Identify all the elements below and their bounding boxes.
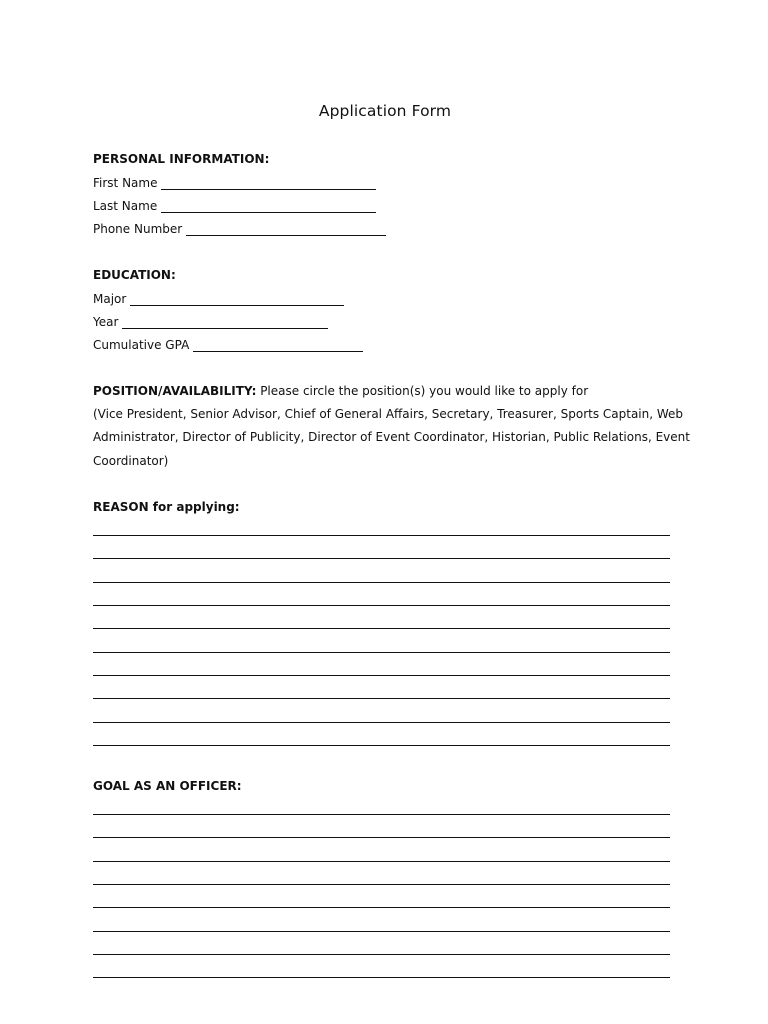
position-options-line-3: Coordinator) xyxy=(93,454,169,468)
year-blank[interactable] xyxy=(122,316,328,329)
phone-number-field[interactable] xyxy=(93,220,386,236)
goal-line[interactable] xyxy=(93,837,670,838)
cumulative-gpa-blank[interactable] xyxy=(193,339,363,352)
goal-heading: GOAL AS AN OFFICER: xyxy=(93,779,242,793)
reason-line[interactable] xyxy=(93,652,670,653)
major-field[interactable] xyxy=(93,290,344,306)
position-instruction: Please circle the position(s) you would like to apply for xyxy=(256,384,589,398)
position-availability-heading: POSITION/AVAILABILITY: xyxy=(93,384,257,398)
goal-line[interactable] xyxy=(93,931,670,932)
goal-line[interactable] xyxy=(93,907,670,908)
education-heading: EDUCATION: xyxy=(93,268,176,282)
major-blank[interactable] xyxy=(130,293,344,306)
goal-line[interactable] xyxy=(93,814,670,815)
major-label: Major xyxy=(93,292,127,306)
reason-line[interactable] xyxy=(93,535,670,536)
position-options-line-2: Administrator, Director of Publicity, Director of Event Coordinator, Historian, Public Relations, Event xyxy=(93,430,690,444)
reason-line[interactable] xyxy=(93,605,670,606)
last-name-blank[interactable] xyxy=(161,200,376,213)
phone-number-label: Phone Number xyxy=(93,222,183,236)
reason-line[interactable] xyxy=(93,558,670,559)
position-options-line-1: (Vice President, Senior Advisor, Chief of General Affairs, Secretary, Treasurer, Sports Captain, Web xyxy=(93,407,684,421)
year-field[interactable] xyxy=(93,313,328,329)
goal-line[interactable] xyxy=(93,954,670,955)
reason-line[interactable] xyxy=(93,698,670,699)
reason-line[interactable] xyxy=(93,582,670,583)
reason-line[interactable] xyxy=(93,628,670,629)
reason-line[interactable] xyxy=(93,722,670,723)
position-availability-line xyxy=(93,383,588,399)
goal-line[interactable] xyxy=(93,861,670,862)
goal-line[interactable] xyxy=(93,884,670,885)
year-label: Year xyxy=(93,315,119,329)
first-name-blank[interactable] xyxy=(161,177,376,190)
phone-number-blank[interactable] xyxy=(186,223,386,236)
reason-line[interactable] xyxy=(93,745,670,746)
cumulative-gpa-label: Cumulative GPA xyxy=(93,338,190,352)
form-title: Application Form xyxy=(318,102,452,120)
first-name-field[interactable] xyxy=(93,174,376,190)
first-name-label: First Name xyxy=(93,176,158,190)
cumulative-gpa-field[interactable] xyxy=(93,336,363,352)
last-name-label: Last Name xyxy=(93,199,158,213)
last-name-field[interactable] xyxy=(93,197,376,213)
personal-information-heading: PERSONAL INFORMATION: xyxy=(93,152,270,166)
reason-line[interactable] xyxy=(93,675,670,676)
reason-heading: REASON for applying: xyxy=(93,500,240,514)
goal-line[interactable] xyxy=(93,977,670,978)
